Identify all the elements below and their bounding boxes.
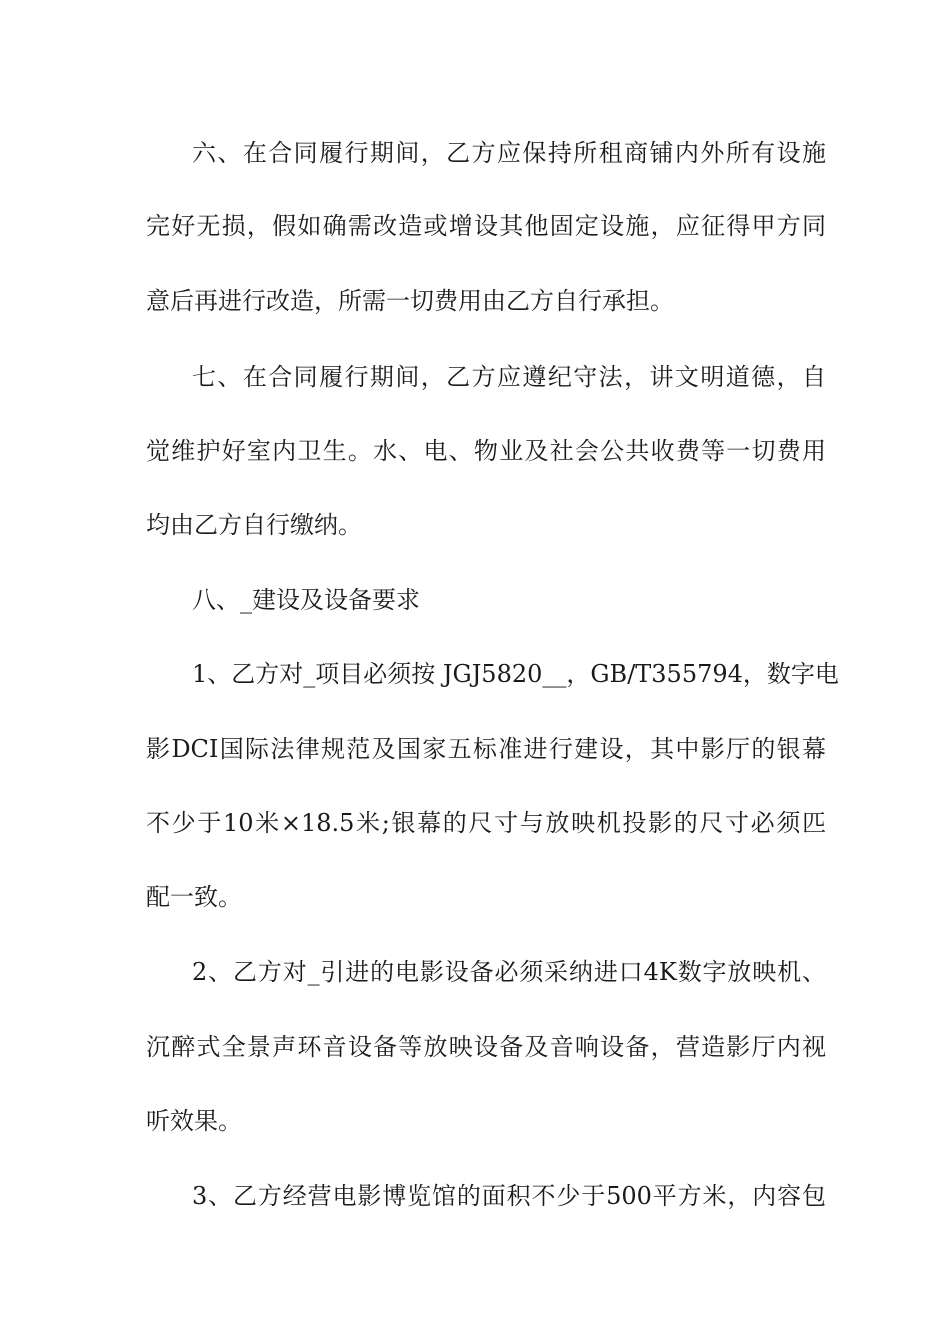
- text-line: 配一致。: [146, 883, 242, 911]
- text-line: 3、乙方经营电影博览馆的面积不少于500平方米，内容包: [192, 1182, 826, 1210]
- text-line: 1、乙方对_项目必须按 JGJ5820__，GB/T355794，数字电: [192, 660, 839, 688]
- text-line: 均由乙方自行缴纳。: [146, 511, 362, 539]
- text-line: 影DCI国际法律规范及国家五标准进行建设，其中影厅的银幕: [146, 735, 826, 763]
- text-line: 听效果。: [146, 1107, 242, 1135]
- text-line: 六、在合同履行期间，乙方应保持所租商铺内外所有设施: [192, 139, 826, 167]
- text-line: 七、在合同履行期间，乙方应遵纪守法，讲文明道德，自: [192, 363, 826, 391]
- text-line: 觉维护好室内卫生。水、电、物业及社会公共收费等一切费用: [146, 437, 826, 465]
- text-line: 意后再进行改造，所需一切费用由乙方自行承担。: [146, 287, 674, 315]
- text-line: 沉醉式全景声环音设备等放映设备及音响设备，营造影厅内视: [146, 1033, 826, 1061]
- text-line: 完好无损，假如确需改造或增设其他固定设施，应征得甲方同: [146, 212, 826, 240]
- section-heading: 八、_建设及设备要求: [192, 586, 420, 614]
- text-line: 2、乙方对_引进的电影设备必须采纳进口4K数字放映机、: [192, 958, 826, 986]
- text-line: 不少于10米×18.5米;银幕的尺寸与放映机投影的尺寸必须匹: [146, 809, 826, 837]
